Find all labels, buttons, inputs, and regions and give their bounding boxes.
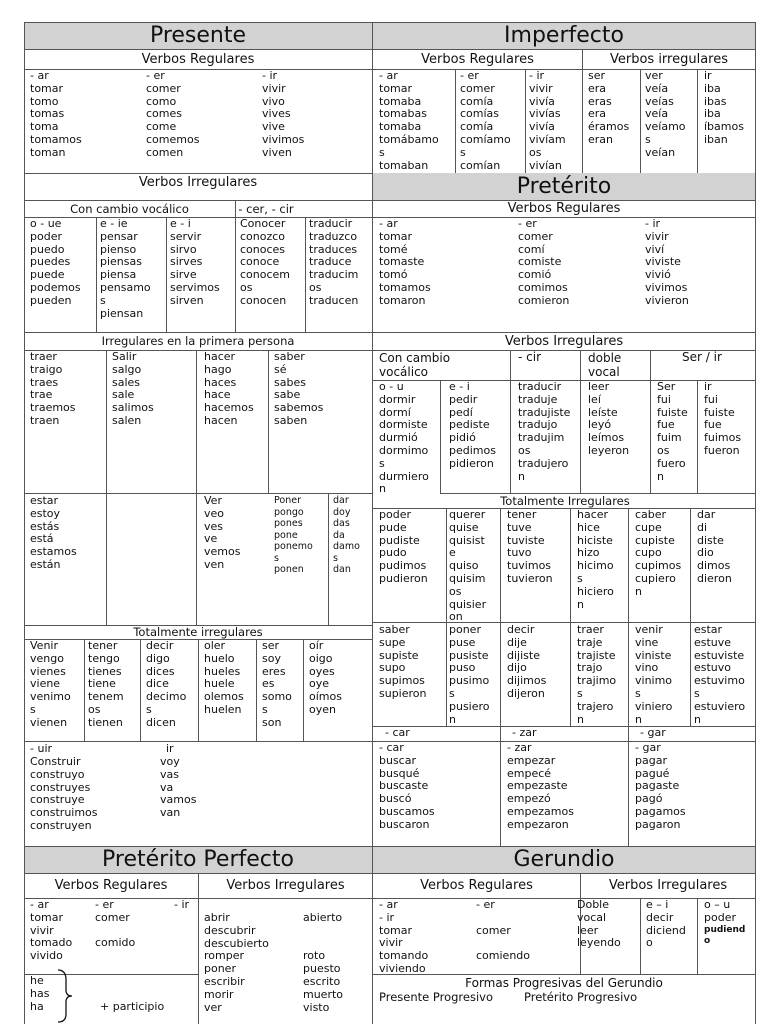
presente-uir-label: - uir [30, 742, 53, 755]
presente-traducir-column: traducir traduzco traduces traduce traducim os traducen [309, 217, 359, 307]
perfecto-title: Pretérito Perfecto [24, 846, 372, 873]
presente-oler-column: oler huelo hueles huele olemos huelen [204, 639, 244, 716]
preterito-totalmente-label: Totalmente Irregulares [500, 494, 630, 508]
presente-totalmente-label: Totalmente irregulares [133, 625, 263, 639]
preterito-decir-column: decir dije dijiste dijo dijimos dijeron [507, 623, 547, 700]
preterito-title: Pretérito [373, 173, 755, 200]
imperfecto-ver-column: ver veía veías veía veíamo s veían [645, 69, 686, 159]
preterito-ir-irr-column: ir fui fuiste fue fuimos fueron [704, 380, 742, 457]
presente-tener-column: tener tengo tienes tiene tenem os tienen [88, 639, 124, 729]
gerundio-presente-progresivo: Presente Progresivo [379, 990, 494, 1004]
preterito-gar-label: - gar [640, 726, 666, 739]
preterito-traer-column: traer traje trajiste trajo trajimo s trajero n [577, 623, 617, 726]
presente-ver-column: Ver veo ves ve vemos ven [204, 494, 241, 571]
preterito-ser-column: Ser fui fuiste fue fuim os fuero n [657, 380, 688, 483]
preterito-doble-label: doble vocal [588, 351, 622, 379]
gerundio-progresivas-label: Formas Progresivas del Gerundio [465, 976, 663, 990]
presente-primera-label: Irregulares en la primera persona [101, 334, 295, 348]
presente-ir-label: ir [166, 742, 174, 755]
presente-er-column: - er comer como comes come comemos comen [146, 69, 200, 159]
presente-oir-column: oír oigo oyes oye oímos oyen [309, 639, 342, 716]
gerundio-doble-vocal-column: Doble vocal leer leyendo [577, 898, 621, 950]
imperfecto-er-column: - er comer comía comías comía comíamo s comían [460, 69, 511, 172]
gerundio-title: Gerundio [373, 846, 755, 873]
presente-ir-column: - ir vivir vivo vives vive vivimos viven [262, 69, 305, 159]
presente-estar-column: estar estoy estás está estamos están [30, 494, 77, 571]
imperfecto-title: Imperfecto [373, 22, 755, 49]
preterito-regulares-label: Verbos Regulares [507, 201, 621, 216]
presente-irregulares-label: Verbos Irregulares [138, 174, 258, 190]
preterito-poner-column: poner puse pusiste puso pusimo s pusiero n [449, 623, 490, 726]
gerundio-regulares-label: Verbos Regulares [420, 878, 533, 893]
preterito-zar-label: - zar [512, 726, 537, 739]
preterito-caber-column: caber cupe cupiste cupo cupimos cupiero n [635, 508, 682, 598]
perfecto-irregular-participles: abierto roto puesto escrito muerto visto [303, 911, 344, 1014]
brace-icon [54, 968, 78, 1024]
preterito-car-column: - car buscar busqué buscaste buscó buscamos buscaron [379, 741, 435, 831]
perfecto-irregulares-label: Verbos Irregulares [226, 878, 345, 893]
preterito-traducir-column: traducir traduje tradujiste tradujo tradujim os tradujero n [518, 380, 571, 483]
presente-o-ue-column: o - ue poder puedo puedes puede podemos pueden [30, 217, 81, 307]
imperfecto-ser-column: ser era eras era éramos eran [588, 69, 630, 146]
gerundio-preterito-progresivo: Pretérito Progresivo [524, 990, 638, 1004]
preterito-dar-column: dar di diste dio dimos dieron [697, 508, 732, 585]
presente-title: Presente [24, 22, 372, 49]
presente-hacer-column: hacer hago haces hace hacemos hacen [204, 350, 254, 427]
presente-salir-column: Salir salgo sales sale salimos salen [112, 350, 154, 427]
presente-dar-column: dar doy das da damo s dan [333, 495, 360, 575]
imperfecto-regulares-label: Verbos Regulares [421, 51, 534, 67]
preterito-cir-label: - cir [518, 350, 542, 364]
preterito-cambio-label: Con cambio vocálico [379, 351, 451, 379]
preterito-gar-column: - gar pagar pagué pagaste pagó pagamos pagaron [635, 741, 686, 831]
presente-conocer-column: Conocer conozco conoces conoce conocem os conocen [240, 217, 291, 307]
imperfecto-ar-column: - ar tomar tomaba tomabas tomaba tomábamo s tomaban [379, 69, 439, 172]
preterito-leer-column: leer leí leíste leyó leímos leyeron [588, 380, 630, 457]
presente-traer-column: traer traigo traes trae traemos traen [30, 350, 76, 427]
preterito-e-i-column: e - i pedir pedí pediste pidió pedimos pidieron [449, 380, 496, 470]
imperfecto-irregulares-label: Verbos irregulares [609, 51, 729, 67]
gerundio-pudiendo: pudiend o [704, 925, 746, 946]
presente-ir-column: voy vas va vamos van [160, 755, 197, 820]
presente-cer-cir-label: - cer, - cir [238, 201, 294, 216]
presente-venir-column: Venir vengo vienes viene venimo s vienen [30, 639, 71, 729]
preterito-tener-column: tener tuve tuviste tuvo tuvimos tuvieron [507, 508, 553, 585]
preterito-querer-column: querer quise quisist e quiso quisim os quisier on [449, 508, 487, 624]
perfecto-ar-column: - ar tomar vivir tomado vivido [30, 898, 73, 963]
perfecto-haber-column: he has ha [30, 974, 50, 1013]
presente-construir-column: Construir construyo construyes construye construimos construyen [30, 755, 98, 832]
perfecto-regulares-label: Verbos Regulares [54, 878, 168, 893]
perfecto-ir-column: - ir [174, 898, 190, 911]
preterito-ser-ir-label: Ser / ir [682, 350, 722, 364]
presente-ser-column: ser soy eres es somo s son [262, 639, 292, 729]
perfecto-participio-label: + participio [100, 1000, 165, 1013]
preterito-poder-column: poder pude pudiste pudo pudimos pudieron [379, 508, 428, 585]
preterito-estar-column: estar estuve estuviste estuvo estuvimo s estuviero n [694, 623, 746, 726]
preterito-ar-column: - ar tomar tomé tomaste tomó tomamos tomaron [379, 217, 431, 307]
preterito-o-u-column: o - u dormir dormí dormiste durmió dormimo s durmiero n [379, 380, 429, 496]
presente-cambio-label: Con cambio vocálico [70, 201, 189, 216]
gerundio-irregulares-label: Verbos Irregulares [608, 878, 728, 893]
imperfecto-ir-irr-column: ir iba ibas iba íbamos iban [704, 69, 744, 146]
preterito-car-label: - car [385, 726, 410, 739]
preterito-saber-column: saber supe supiste supo supimos supieron [379, 623, 427, 700]
presente-ar-column: - ar tomar tomo tomas toma tomamos toman [30, 69, 82, 159]
presente-e-ie-column: e - ie pensar pienso piensas piensa pensamo s piensan [100, 217, 151, 320]
gerundio-er-column: - er comer comiendo [476, 898, 531, 963]
gerundio-e-i-column: e – i decir diciend o [646, 898, 686, 950]
preterito-ir-column: - ir vivir viví viviste vivió vivimos vivieron [645, 217, 689, 307]
presente-poner-column: Poner pongo pones pone ponemo s ponen [274, 495, 313, 575]
presente-decir-column: decir digo dices dice decimo s dicen [146, 639, 187, 729]
preterito-venir-column: venir vine viniste vino vinimo s viniero n [635, 623, 673, 726]
preterito-er-column: - er comer comí comiste comió comimos comieron [518, 217, 570, 307]
presente-e-i-column: e - i servir sirvo sirves sirve servimos sirven [170, 217, 220, 307]
perfecto-irregular-infinitives: abrir descubrir descubierto romper poner escribir morir ver [204, 911, 269, 1014]
imperfecto-ir-column: - ir vivir vivía vivías vivía vivíam os vivían [529, 69, 566, 172]
preterito-zar-column: - zar empezar empecé empezaste empezó empezamos empezaron [507, 741, 574, 831]
presente-saber-column: saber sé sabes sabe sabemos saben [274, 350, 324, 427]
presente-regulares-label: Verbos Regulares [141, 51, 255, 67]
gerundio-o-u-column: o – u poder [704, 898, 736, 924]
preterito-hacer-column: hacer hice hiciste hizo hicimo s hiciero n [577, 508, 614, 611]
gerundio-ar-ir-column: - ar - ir tomar vivir tomando viviendo [379, 898, 429, 975]
preterito-irregulares-label: Verbos Irregulares [504, 333, 624, 349]
perfecto-er-column: - er comer comido [95, 898, 136, 950]
